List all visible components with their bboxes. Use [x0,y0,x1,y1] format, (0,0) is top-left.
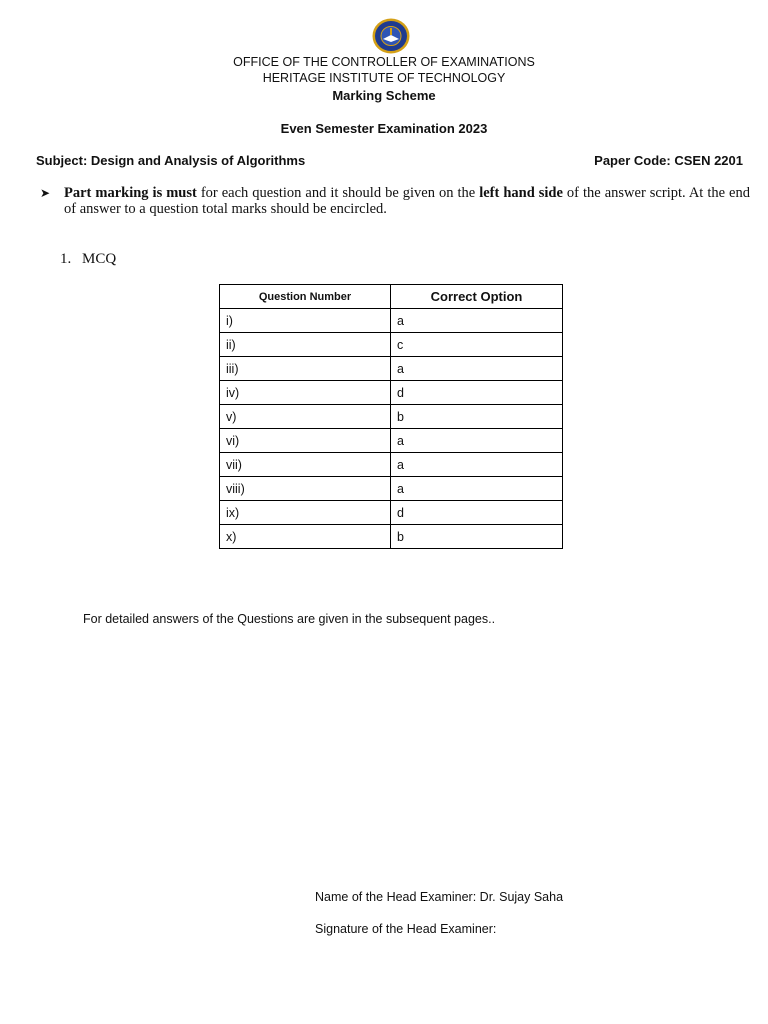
table-row [220,525,563,549]
table-row [220,309,563,333]
question-number-cell: v) [220,405,391,429]
paper-code: Paper Code: CSEN 2201 [594,153,743,168]
instruction-text-1: for each question and it should be given on the [196,185,480,201]
section-title: MCQ [82,251,117,267]
subject-line: Subject: Design and Analysis of Algorithms [36,153,306,168]
table-row [220,381,563,405]
question-number-cell: x) [220,525,391,549]
table-row [220,429,563,453]
correct-option-cell: a [391,357,563,381]
correct-option-cell: a [391,453,563,477]
correct-option-cell: a [391,309,563,333]
table-row [220,453,563,477]
section-number: 1. [60,251,72,267]
institute-seal-icon [372,18,410,54]
correct-option-cell: d [391,381,563,405]
exam-title: Even Semester Examination 2023 [280,121,488,136]
question-number-cell: vi) [220,429,391,453]
table-row [220,333,563,357]
correct-option-cell: a [391,429,563,453]
table-row [220,501,563,525]
header-correct-option: Correct Option [391,285,563,309]
table-row [220,357,563,381]
correct-option-cell: b [391,525,563,549]
question-number-cell: ix) [220,501,391,525]
correct-option-cell: b [391,405,563,429]
question-number-cell: viii) [220,477,391,501]
correct-option-cell: d [391,501,563,525]
document-title: Marking Scheme [332,88,436,103]
instruction-bold-2: left hand side [479,185,563,201]
head-examiner-signature: Signature of the Head Examiner: [315,922,497,936]
table-row [220,405,563,429]
question-number-cell: iii) [220,357,391,381]
arrow-bullet-icon: ➤ [40,186,51,200]
institute-heading: HERITAGE INSTITUTE OF TECHNOLOGY [262,71,506,85]
question-number-cell: i) [220,309,391,333]
mcq-answer-table [219,284,563,549]
section-heading [60,251,116,268]
correct-option-cell: c [391,333,563,357]
question-number-cell: ii) [220,333,391,357]
table-row [220,477,563,501]
question-number-cell: iv) [220,381,391,405]
office-heading: OFFICE OF THE CONTROLLER OF EXAMINATIONS [233,55,535,69]
header-question-number: Question Number [220,285,391,309]
head-examiner-name: Name of the Head Examiner: Dr. Sujay Saha [315,890,564,904]
table-header-row [220,285,563,309]
correct-option-cell: a [391,477,563,501]
instruction-bold-1: Part marking is must [64,185,197,201]
question-number-cell: vii) [220,453,391,477]
instruction-text-2: of the answer script. At the end of answer to a question total marks should be encircled. [64,185,750,217]
detailed-answers-note: For detailed answers of the Questions are given in the subsequent pages.. [83,612,496,626]
part-marking-instruction [40,185,750,217]
